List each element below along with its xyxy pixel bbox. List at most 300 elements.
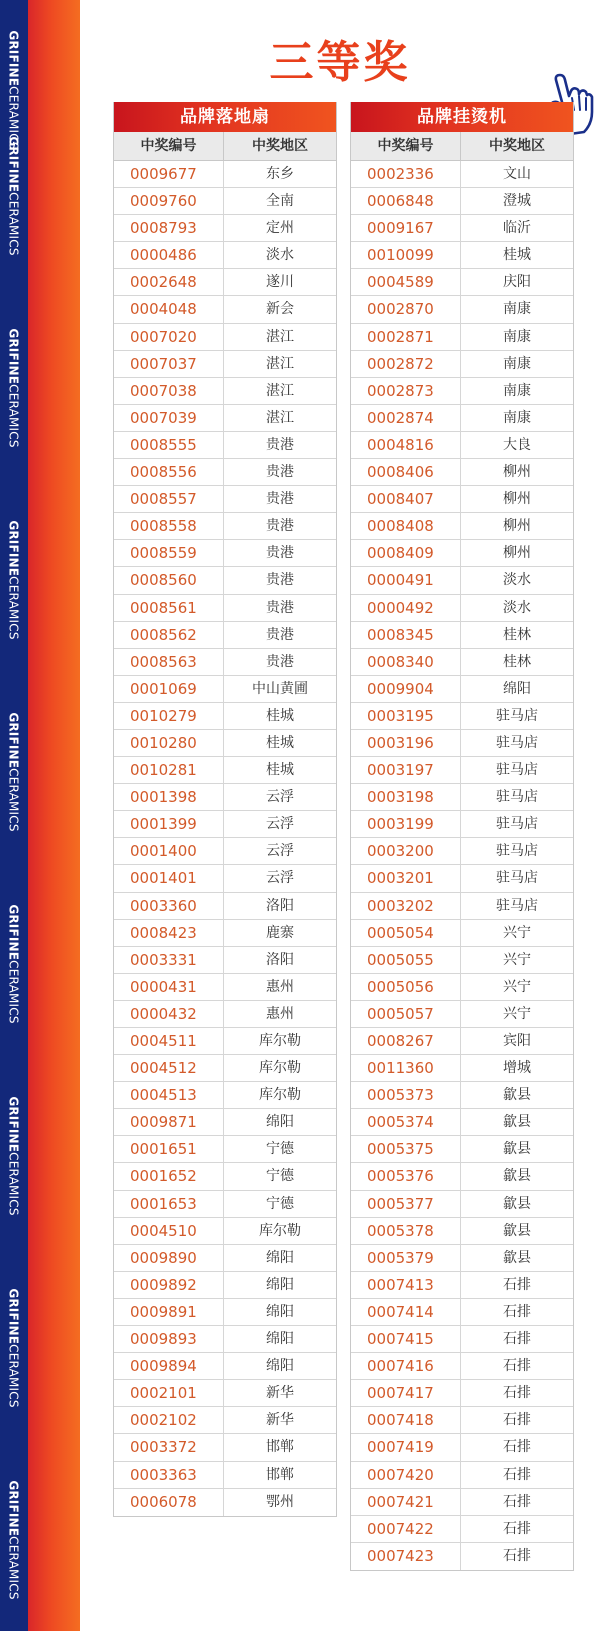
winning-area: 绵阳 xyxy=(266,1303,294,1320)
table-row xyxy=(114,974,336,1001)
table-row xyxy=(351,1516,573,1543)
page-title: 三等奖 xyxy=(269,37,411,88)
brand-light: CERAMICS xyxy=(7,192,21,256)
table-row xyxy=(114,1489,336,1516)
winning-area: 贵港 xyxy=(266,626,294,643)
brand-bold: GRIFINE xyxy=(7,1096,21,1153)
winning-code: 0008267 xyxy=(351,1028,461,1054)
winning-code: 0004048 xyxy=(114,296,224,322)
winning-area: 绵阳 xyxy=(266,1249,294,1266)
winning-code: 0002874 xyxy=(351,405,461,431)
table-row xyxy=(114,1245,336,1272)
brand-logo-text xyxy=(1,1440,27,1631)
table-row xyxy=(351,1407,573,1434)
brand-bold: GRIFINE xyxy=(7,30,21,87)
winning-area: 石排 xyxy=(503,1466,531,1483)
winning-code: 0008555 xyxy=(114,432,224,458)
winning-code: 0007416 xyxy=(351,1353,461,1379)
winning-code: 0007414 xyxy=(351,1299,461,1325)
winning-area: 桂城 xyxy=(266,734,294,751)
winning-area: 南康 xyxy=(503,382,531,399)
winning-code: 0009890 xyxy=(114,1245,224,1271)
winning-code: 0003202 xyxy=(351,893,461,919)
winning-area: 驻马店 xyxy=(496,707,538,724)
winning-area: 兴宁 xyxy=(503,1005,531,1022)
table-row xyxy=(114,1462,336,1489)
winning-code: 0005378 xyxy=(351,1218,461,1244)
winning-area: 临沂 xyxy=(503,220,531,237)
winning-area: 驻马店 xyxy=(496,734,538,751)
table-row xyxy=(114,405,336,432)
table-row xyxy=(351,188,573,215)
winning-code: 0003372 xyxy=(114,1434,224,1460)
brand-bold: GRIFINE xyxy=(7,1288,21,1345)
table-row xyxy=(351,486,573,513)
winning-code: 0007020 xyxy=(114,324,224,350)
table-row xyxy=(114,296,336,323)
table-row xyxy=(114,1299,336,1326)
table-row xyxy=(351,1245,573,1272)
table-row xyxy=(351,242,573,269)
column-header-code: 中奖编号 xyxy=(351,132,461,160)
winning-area: 宁德 xyxy=(266,1195,294,1212)
winning-code: 0004589 xyxy=(351,269,461,295)
winning-code: 0005057 xyxy=(351,1001,461,1027)
winning-area: 贵港 xyxy=(266,599,294,616)
table-row xyxy=(351,1353,573,1380)
winning-area: 驻马店 xyxy=(496,897,538,914)
table-header xyxy=(114,132,336,161)
winning-area: 贵港 xyxy=(266,464,294,481)
winning-area: 石排 xyxy=(503,1493,531,1510)
winning-area: 歙县 xyxy=(503,1168,531,1185)
winning-area: 贵港 xyxy=(266,572,294,589)
winning-code: 0008556 xyxy=(114,459,224,485)
winning-code: 0001069 xyxy=(114,676,224,702)
table-row xyxy=(351,296,573,323)
table-row xyxy=(114,161,336,188)
winning-code: 0008559 xyxy=(114,540,224,566)
winning-code: 0008407 xyxy=(351,486,461,512)
winning-area: 兴宁 xyxy=(503,924,531,941)
winning-code: 0005376 xyxy=(351,1163,461,1189)
winning-code: 0003196 xyxy=(351,730,461,756)
winning-area: 石排 xyxy=(503,1303,531,1320)
table-row xyxy=(351,1191,573,1218)
table-row xyxy=(114,242,336,269)
table-row xyxy=(351,1082,573,1109)
table-row xyxy=(351,757,573,784)
table-row xyxy=(351,1434,573,1461)
table-row xyxy=(114,1272,336,1299)
brand-logo-text xyxy=(1,288,27,488)
winning-code: 0008406 xyxy=(351,459,461,485)
winning-area: 云浮 xyxy=(266,843,294,860)
winning-area: 全南 xyxy=(266,193,294,210)
winning-area: 宁德 xyxy=(266,1141,294,1158)
winning-area: 洛阳 xyxy=(266,951,294,968)
brand-light: CERAMICS xyxy=(7,86,21,150)
table-row xyxy=(351,1055,573,1082)
winning-code: 0003331 xyxy=(114,947,224,973)
table-row xyxy=(351,1299,573,1326)
brand-light: CERAMICS xyxy=(7,1344,21,1408)
winning-code: 0001653 xyxy=(114,1191,224,1217)
winning-area: 驻马店 xyxy=(496,843,538,860)
table-row xyxy=(351,676,573,703)
winning-area: 湛江 xyxy=(266,355,294,372)
winning-code: 0007420 xyxy=(351,1462,461,1488)
table-row xyxy=(351,1462,573,1489)
brand-logo-text xyxy=(1,1248,27,1448)
winning-code: 0005379 xyxy=(351,1245,461,1271)
winning-area: 淡水 xyxy=(503,572,531,589)
winning-area: 石排 xyxy=(503,1547,531,1564)
winning-code: 0004816 xyxy=(351,432,461,458)
table-row xyxy=(351,974,573,1001)
table-row xyxy=(351,730,573,757)
brand-bold: GRIFINE xyxy=(7,904,21,961)
winning-code: 0007038 xyxy=(114,378,224,404)
table-row xyxy=(351,1136,573,1163)
column-header-area: 中奖地区 xyxy=(252,138,308,154)
winning-area: 邯郸 xyxy=(266,1466,294,1483)
table-row xyxy=(351,595,573,622)
winning-area: 库尔勒 xyxy=(259,1222,301,1239)
winning-code: 0000491 xyxy=(351,567,461,593)
winning-code: 0009871 xyxy=(114,1109,224,1135)
winning-area: 邯郸 xyxy=(266,1439,294,1456)
winning-area: 宁德 xyxy=(266,1168,294,1185)
winning-area: 绵阳 xyxy=(266,1114,294,1131)
winning-area: 桂林 xyxy=(503,653,531,670)
table-row xyxy=(351,703,573,730)
winning-area: 遂川 xyxy=(266,274,294,291)
winning-area: 驻马店 xyxy=(496,816,538,833)
winning-code: 0009892 xyxy=(114,1272,224,1298)
table-row xyxy=(351,1326,573,1353)
winning-code: 0007423 xyxy=(351,1543,461,1570)
winning-code: 0007039 xyxy=(114,405,224,431)
winning-area: 云浮 xyxy=(266,789,294,806)
winning-code: 0009893 xyxy=(114,1326,224,1352)
table-row xyxy=(114,1191,336,1218)
table-row xyxy=(114,1001,336,1028)
winning-code: 0007413 xyxy=(351,1272,461,1298)
winning-code: 0003195 xyxy=(351,703,461,729)
table-row xyxy=(114,757,336,784)
winning-area: 中山黄圃 xyxy=(252,680,308,697)
table-row xyxy=(351,811,573,838)
brand-logo-text xyxy=(1,672,27,872)
winning-area: 柳州 xyxy=(503,545,531,562)
winning-code: 0004510 xyxy=(114,1218,224,1244)
table-row xyxy=(114,1326,336,1353)
winning-area: 澄城 xyxy=(503,193,531,210)
brand-light: CERAMICS xyxy=(7,384,21,448)
winning-code: 0008345 xyxy=(351,622,461,648)
winning-code: 0008408 xyxy=(351,513,461,539)
winning-area: 南康 xyxy=(503,409,531,426)
table-row xyxy=(351,1163,573,1190)
winning-area: 东乡 xyxy=(266,166,294,182)
table-row xyxy=(114,811,336,838)
winning-area: 兴宁 xyxy=(503,951,531,968)
winning-code: 0005056 xyxy=(351,974,461,1000)
winning-area: 歙县 xyxy=(503,1141,531,1158)
winning-area: 驻马店 xyxy=(496,789,538,806)
table-row xyxy=(351,838,573,865)
table-title: 品牌挂烫机 xyxy=(351,102,573,132)
winning-code: 0007422 xyxy=(351,1516,461,1542)
winning-code: 0002873 xyxy=(351,378,461,404)
table-row xyxy=(114,1380,336,1407)
winning-code: 0003363 xyxy=(114,1462,224,1488)
winning-area: 洛阳 xyxy=(266,897,294,914)
winning-code: 0001398 xyxy=(114,784,224,810)
table-row xyxy=(351,567,573,594)
winning-code: 0005373 xyxy=(351,1082,461,1108)
winning-code: 0007418 xyxy=(351,1407,461,1433)
table-row xyxy=(351,1272,573,1299)
table-row xyxy=(114,269,336,296)
winning-area: 库尔勒 xyxy=(259,1060,301,1077)
winning-area: 惠州 xyxy=(266,1005,294,1022)
table-row xyxy=(351,1543,573,1570)
table-row xyxy=(114,703,336,730)
brand-light: CERAMICS xyxy=(7,576,21,640)
winning-area: 绵阳 xyxy=(266,1358,294,1375)
winning-area: 贵港 xyxy=(266,491,294,508)
winning-code: 0011360 xyxy=(351,1055,461,1081)
winning-code: 0003197 xyxy=(351,757,461,783)
table-row xyxy=(114,215,336,242)
brand-bold: GRIFINE xyxy=(7,712,21,769)
table-row xyxy=(114,838,336,865)
table-row xyxy=(351,649,573,676)
winning-area: 鄂州 xyxy=(266,1493,294,1510)
winning-code: 0001400 xyxy=(114,838,224,864)
column-header-code: 中奖编号 xyxy=(114,132,224,160)
table-row xyxy=(114,459,336,486)
table-row xyxy=(114,920,336,947)
table-row xyxy=(351,893,573,920)
winning-area: 驻马店 xyxy=(496,762,538,779)
winning-area: 云浮 xyxy=(266,870,294,887)
column-header-area: 中奖地区 xyxy=(489,138,545,154)
winning-area: 桂林 xyxy=(503,626,531,643)
winning-code: 0010280 xyxy=(114,730,224,756)
winning-area: 柳州 xyxy=(503,518,531,535)
winning-code: 0000486 xyxy=(114,242,224,268)
winning-area: 文山 xyxy=(503,166,531,182)
winning-area: 南康 xyxy=(503,301,531,318)
brand-bold: GRIFINE xyxy=(7,1480,21,1537)
winning-area: 湛江 xyxy=(266,382,294,399)
table-row xyxy=(351,622,573,649)
winning-code: 0008562 xyxy=(114,622,224,648)
table-row xyxy=(114,649,336,676)
winning-area: 南康 xyxy=(503,328,531,345)
winning-code: 0007419 xyxy=(351,1434,461,1460)
table-row xyxy=(351,269,573,296)
winning-code: 0004511 xyxy=(114,1028,224,1054)
winning-area: 鹿寨 xyxy=(266,924,294,941)
winning-code: 0008340 xyxy=(351,649,461,675)
table-row xyxy=(114,893,336,920)
winning-code: 0006078 xyxy=(114,1489,224,1516)
brand-logo-text xyxy=(1,864,27,1064)
winning-code: 0003200 xyxy=(351,838,461,864)
winning-area: 云浮 xyxy=(266,816,294,833)
table-row xyxy=(114,595,336,622)
winning-area: 湛江 xyxy=(266,409,294,426)
winning-area: 定州 xyxy=(266,220,294,237)
winning-code: 0002871 xyxy=(351,324,461,350)
brand-bold: GRIFINE xyxy=(7,328,21,385)
winning-code: 0000492 xyxy=(351,595,461,621)
table-row xyxy=(114,1082,336,1109)
table-row xyxy=(351,947,573,974)
winning-code: 0008558 xyxy=(114,513,224,539)
winning-area: 歙县 xyxy=(503,1114,531,1131)
winning-code: 0010281 xyxy=(114,757,224,783)
winning-code: 0008557 xyxy=(114,486,224,512)
table-row xyxy=(114,1434,336,1461)
winning-code: 0008409 xyxy=(351,540,461,566)
winning-area: 庆阳 xyxy=(503,274,531,291)
winning-code: 0007417 xyxy=(351,1380,461,1406)
winning-code: 0002102 xyxy=(114,1407,224,1433)
winning-code: 0008561 xyxy=(114,595,224,621)
table-row xyxy=(114,324,336,351)
winning-area: 石排 xyxy=(503,1385,531,1402)
winning-code: 0005374 xyxy=(351,1109,461,1135)
winning-code: 0008793 xyxy=(114,215,224,241)
winning-area: 歙县 xyxy=(503,1222,531,1239)
winning-area: 歙县 xyxy=(503,1195,531,1212)
winning-code: 0001651 xyxy=(114,1136,224,1162)
winning-area: 贵港 xyxy=(266,518,294,535)
brand-logo-text xyxy=(1,1056,27,1256)
winning-code: 0009894 xyxy=(114,1353,224,1379)
table-row xyxy=(114,1028,336,1055)
winning-area: 淡水 xyxy=(266,247,294,264)
winning-area: 新会 xyxy=(266,301,294,318)
brand-light: CERAMICS xyxy=(7,1536,21,1600)
table-row xyxy=(114,432,336,459)
table-row xyxy=(114,1407,336,1434)
winning-code: 0007037 xyxy=(114,351,224,377)
winning-area: 石排 xyxy=(503,1276,531,1293)
winning-area: 歙县 xyxy=(503,1087,531,1104)
table-row xyxy=(351,865,573,892)
table-row xyxy=(114,567,336,594)
brand-strip xyxy=(0,0,28,1631)
table-row xyxy=(351,378,573,405)
winning-area: 兴宁 xyxy=(503,978,531,995)
winning-code: 0005377 xyxy=(351,1191,461,1217)
winning-area: 新华 xyxy=(266,1385,294,1402)
winning-code: 0005375 xyxy=(351,1136,461,1162)
winning-code: 0000432 xyxy=(114,1001,224,1027)
winning-code: 0000431 xyxy=(114,974,224,1000)
table-row xyxy=(114,513,336,540)
winning-code: 0003198 xyxy=(351,784,461,810)
winning-code: 0001399 xyxy=(114,811,224,837)
table-row xyxy=(351,784,573,811)
winning-area: 宾阳 xyxy=(503,1033,531,1049)
winning-area: 库尔勒 xyxy=(259,1087,301,1104)
winning-area: 贵港 xyxy=(266,653,294,670)
side-banner xyxy=(0,0,80,1631)
winning-code: 0009760 xyxy=(114,188,224,214)
winning-area: 石排 xyxy=(503,1520,531,1537)
brand-bold: GRIFINE xyxy=(7,136,21,193)
brand-bold: GRIFINE xyxy=(7,520,21,577)
table-row xyxy=(114,1163,336,1190)
brand-light: CERAMICS xyxy=(7,768,21,832)
winning-area: 桂城 xyxy=(503,247,531,264)
winning-area: 柳州 xyxy=(503,491,531,508)
table-row xyxy=(114,1218,336,1245)
table-row xyxy=(114,865,336,892)
winning-code: 0007421 xyxy=(351,1489,461,1515)
table-row xyxy=(114,1109,336,1136)
table-row xyxy=(351,432,573,459)
winning-code: 0001401 xyxy=(114,865,224,891)
table-row xyxy=(351,324,573,351)
winning-area: 绵阳 xyxy=(503,680,531,697)
table-body xyxy=(351,161,573,1570)
table-row xyxy=(114,947,336,974)
winning-code: 0004513 xyxy=(114,1082,224,1108)
brand-light: CERAMICS xyxy=(7,1152,21,1216)
table-header xyxy=(351,132,573,161)
winning-area: 贵港 xyxy=(266,436,294,453)
brand-logo-text xyxy=(1,96,27,296)
winning-area: 南康 xyxy=(503,355,531,372)
winning-code: 0008563 xyxy=(114,649,224,675)
winning-area: 淡水 xyxy=(503,599,531,616)
winning-code: 0005055 xyxy=(351,947,461,973)
table-row xyxy=(351,405,573,432)
brand-light: CERAMICS xyxy=(7,960,21,1024)
winning-code: 0004512 xyxy=(114,1055,224,1081)
table-row xyxy=(351,1001,573,1028)
winning-code: 0003360 xyxy=(114,893,224,919)
winning-code: 0002101 xyxy=(114,1380,224,1406)
table-row xyxy=(351,1028,573,1055)
table-row xyxy=(351,1109,573,1136)
winning-code: 0002336 xyxy=(351,161,461,187)
winning-code: 0009904 xyxy=(351,676,461,702)
winning-area: 绵阳 xyxy=(266,1331,294,1348)
winning-code: 0008560 xyxy=(114,567,224,593)
winning-area: 绵阳 xyxy=(266,1276,294,1293)
winning-code: 0002648 xyxy=(114,269,224,295)
table-row xyxy=(351,1489,573,1516)
winning-area: 歙县 xyxy=(503,1249,531,1266)
winning-area: 惠州 xyxy=(266,978,294,995)
winning-area: 桂城 xyxy=(266,707,294,724)
winning-code: 0009677 xyxy=(114,161,224,187)
table-row xyxy=(114,540,336,567)
table-body xyxy=(114,161,336,1516)
winning-area: 增城 xyxy=(503,1060,531,1077)
winning-code: 0005054 xyxy=(351,920,461,946)
winning-code: 0002870 xyxy=(351,296,461,322)
